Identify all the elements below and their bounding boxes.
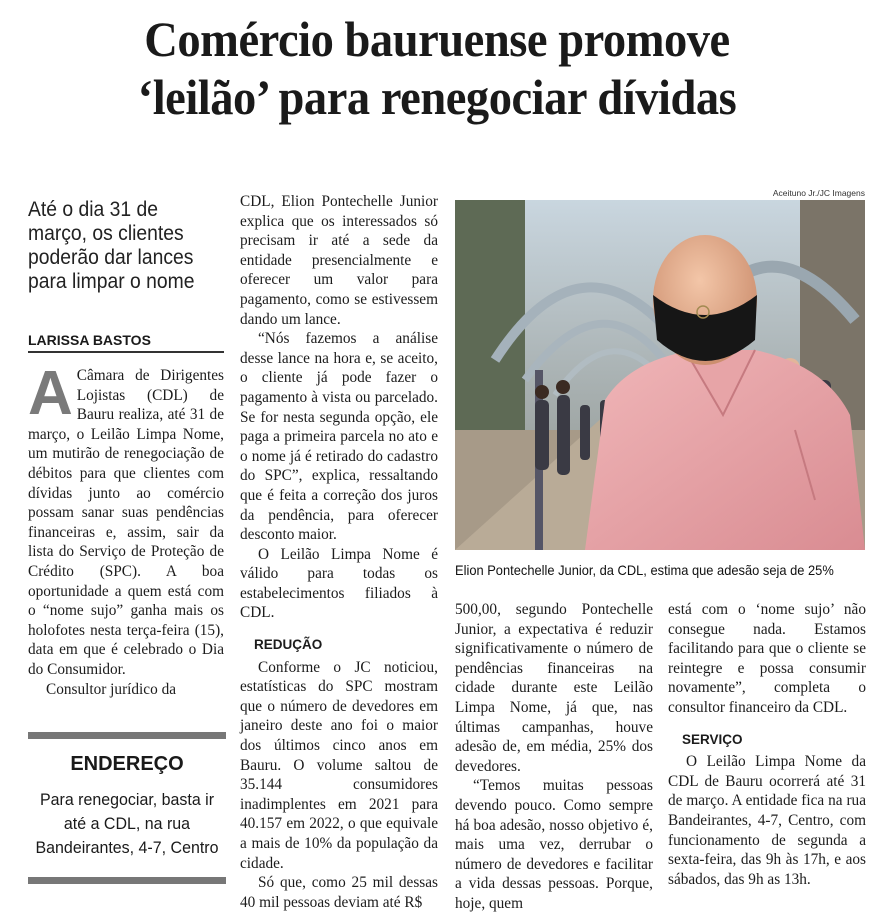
article-paragraph: Só que, como 25 mil dessas 40 mil pessoas deviam até R$ [240, 874, 438, 911]
paragraph-text: Câmara de Dirigentes Lojistas (CDL) de Bauru realiza, até 31 de março, o Leilão Limpa Nome, um mutirão de renegociação de débitos para que clientes com dívidas junto ao comércio possam sanar suas pendências financeiras e, assim, sair da lista do Serviço de Proteção de Crédito (SPC). A boa oportunidade a quem está com o “nome sujo” ganha mais os holofotes nesta terça-feira (15), data em que é celebrado o Dia do Consumidor. [28, 367, 224, 678]
article-column-1 [28, 359, 224, 699]
address-box-title: ENDEREÇO [70, 753, 184, 775]
section-heading-reducao: REDUÇÃO [254, 637, 323, 653]
article-paragraph: O Leilão Limpa Nome da CDL de Bauru ocorrerá até 31 de março. A entidade fica na rua Bandeirantes, 4-7, Centro, com funcionamento de segunda a sexta-feira, das 9h às 17h, e aos sábados, das 9h as 13h. [668, 753, 866, 888]
photo-credit: Aceituno Jr./JC Imagens [772, 188, 865, 198]
byline: LARISSA BASTOS [28, 332, 224, 353]
article-paragraph: “Temos muitas pessoas devendo pouco. Como sempre há boa adesão, nosso objetivo é, mais uma vez, derrubar o número de devedores e facilitar a vida dessas pessoas. Porque, hoje, quem [455, 777, 653, 912]
article-paragraph: “Nós fazemos a análise desse lance na hora e, se aceito, o cliente já pode fazer o pagamento à vista ou parcelado. Se for nesta segunda opção, ele paga a primeira parcela no ato e o nome já é retirado do cadastro do SPC”, explica, ressaltando que é feita a correção dos juros da pendência, para oferecer desconto maior. [240, 330, 438, 544]
subheadline: Até o dia 31 de março, os clientes poderão dar lances para limpar o nome [28, 198, 195, 293]
article-photo [455, 200, 865, 550]
article-paragraph: O Leilão Limpa Nome é válido para todas os estabelecimentos filiados à CDL. [240, 545, 438, 622]
article-column-4 [668, 600, 866, 889]
article-paragraph: 500,00, segundo Pontechelle Junior, a expectativa é reduzir significativamente o número de pendências financeiras na cidade durante este Leilão Limpa Nome, já que, nas últimas campanhas, houve adesão de, em média, 25% dos devedores. [455, 601, 653, 775]
article-paragraph [28, 359, 224, 680]
address-box-body: Para renegociar, basta ir até a CDL, na rua Bandeirantes, 4-7, Centro [35, 790, 219, 857]
headline [31, 10, 844, 126]
section-heading-servico: SERVIÇO [682, 731, 743, 747]
article-column-3 [455, 600, 653, 914]
headline-line-1: Comércio bauruense promove [144, 11, 730, 67]
drop-cap: A [28, 359, 73, 428]
article-paragraph: está com o ‘nome sujo’ não consegue nada. Estamos facilitando para que o cliente se reintegre e possa consumir novamente”, completa o consultor financeiro da CDL. [668, 601, 866, 716]
article-column-2 [240, 192, 438, 912]
article-paragraph: Consultor jurídico da [46, 680, 177, 698]
article-paragraph: Conforme o JC noticiou, estatísticas do SPC mostram que o número de devedores em janeiro deste ano foi o maior dos últimos cinco anos em Bauru. O volume saltou de 35.144 consumidores inadimplentes em 2021 para 40.157 em 2022, o que equivale a mais de 10% da população da cidade. [240, 658, 438, 872]
article-paragraph: CDL, Elion Pontechelle Junior explica que os interessados só precisam ir até a sede da entidade presencialmente e oferecer um valor para pagamento, como se estivessem dando um lance. [240, 193, 438, 328]
photo-caption: Elion Pontechelle Junior, da CDL, estima que adesão seja de 25% [455, 562, 834, 578]
headline-line-2: ‘leilão’ para renegociar dívidas [137, 69, 737, 125]
address-box [28, 732, 226, 884]
photo-illustration [455, 200, 865, 550]
